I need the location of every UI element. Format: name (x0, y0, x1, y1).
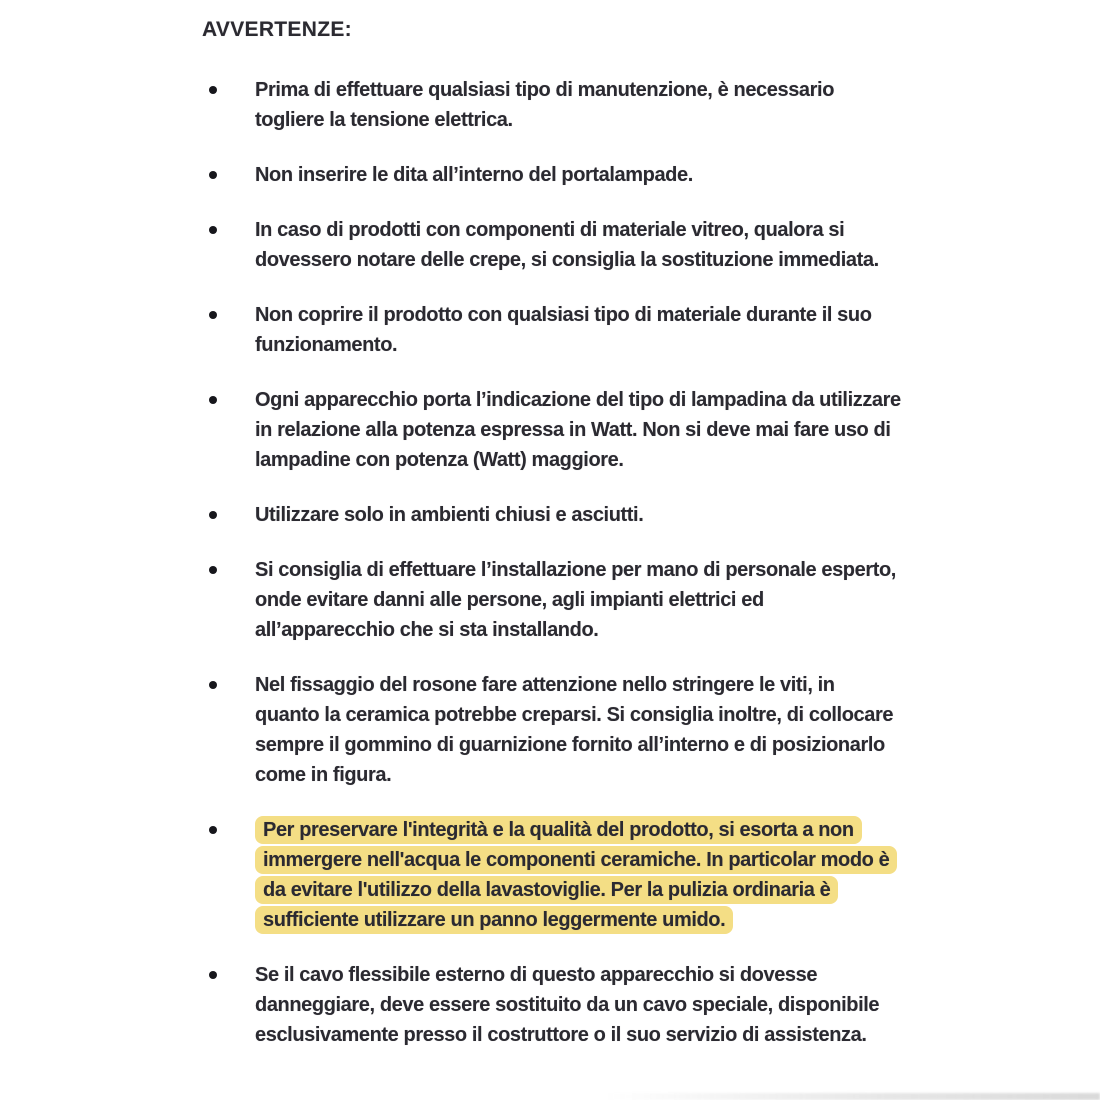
bullet-icon (209, 396, 217, 404)
warning-item (202, 385, 902, 475)
warning-text: Non coprire il prodotto con qualsiasi tipo di materiale durante il suo funzionamento. (255, 304, 872, 356)
warning-text: In caso di prodotti con componenti di materiale vitreo, qualora si dovessero notare delle crepe, si consiglia la sostituzione immediata. (255, 219, 879, 271)
warning-item (202, 960, 902, 1050)
warning-item (202, 300, 902, 360)
scan-artifact (0, 1093, 1100, 1100)
warning-text: Si consiglia di effettuare l’installazione per mano di personale esperto, onde evitare danni alle persone, agli impianti elettrici ed all’apparecchio che si sta installando. (255, 559, 896, 641)
bullet-icon (209, 511, 217, 519)
bullet-icon (209, 681, 217, 689)
bullet-icon (209, 826, 217, 834)
bullet-icon (209, 311, 217, 319)
bullet-icon (209, 226, 217, 234)
document-content (202, 16, 902, 1075)
warning-text: Se il cavo flessibile esterno di questo apparecchio si dovesse danneggiare, deve essere sostituito da un cavo speciale, disponibile esclusivamente presso il costruttore o il suo servizio di assistenza. (255, 964, 880, 1046)
warning-list (202, 75, 902, 1050)
warning-text: Non inserire le dita all’interno del portalampade. (255, 164, 693, 186)
warning-item (202, 670, 902, 790)
warning-item (202, 160, 902, 190)
bullet-icon (209, 171, 217, 179)
warning-text: Ogni apparecchio porta l’indicazione del tipo di lampadina da utilizzare in relazione alla potenza espressa in Watt. Non si deve mai fare uso di lampadine con potenza (Watt) maggiore. (255, 389, 901, 471)
page-title: AVVERTENZE: (202, 18, 352, 41)
bullet-icon (209, 86, 217, 94)
warning-item (202, 500, 902, 530)
bullet-icon (209, 971, 217, 979)
warning-item (202, 555, 902, 645)
warning-text: Prima di effettuare qualsiasi tipo di manutenzione, è necessario togliere la tensione elettrica. (255, 79, 835, 131)
warning-item (202, 75, 902, 135)
warning-item (202, 215, 902, 275)
warning-text: Utilizzare solo in ambienti chiusi e asciutti. (255, 504, 644, 526)
bullet-icon (209, 566, 217, 574)
warning-item-highlighted (202, 815, 902, 935)
warning-text: Nel fissaggio del rosone fare attenzione nello stringere le viti, in quanto la ceramica potrebbe creparsi. Si consiglia inoltre, di collocare sempre il gommino di guarnizione fornito all’interno e di posizionarlo come in figura. (255, 674, 894, 786)
warning-text: Per preservare l'integrità e la qualità del prodotto, si esorta a non immergere nell'acqua le componenti ceramiche. In particolar modo è da evitare l'utilizzo della lavastoviglie. Per la pulizia ordinaria è sufficiente utilizzare un panno leggermente umido. (255, 816, 897, 934)
